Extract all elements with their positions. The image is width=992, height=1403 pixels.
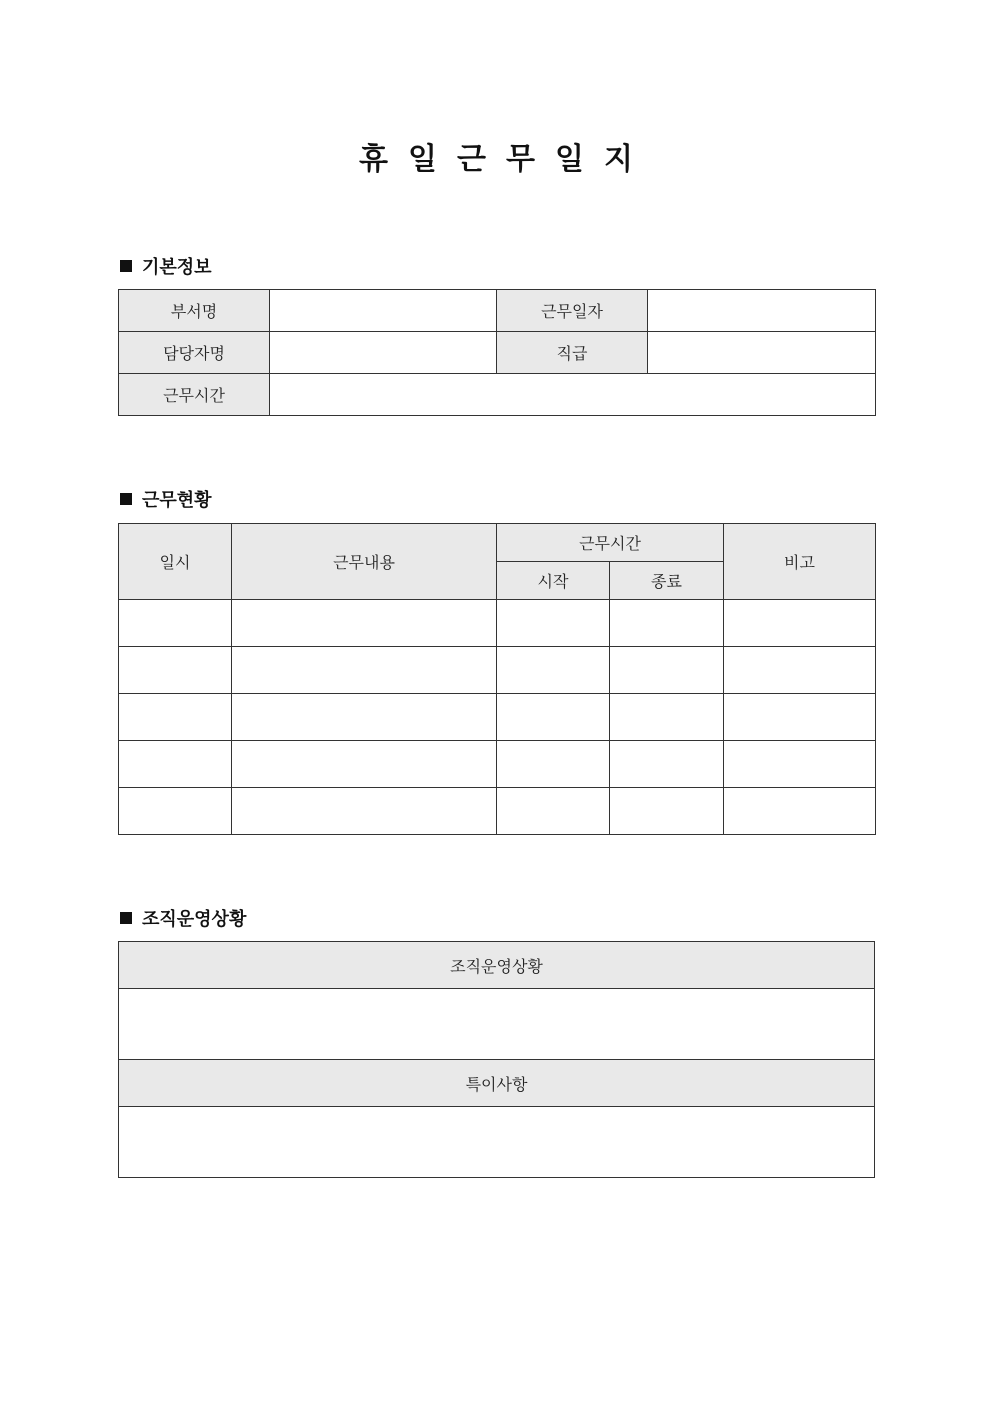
datetime-cell[interactable] [119, 600, 232, 647]
datetime-cell[interactable] [119, 647, 232, 694]
col-start-header: 시작 [497, 562, 610, 600]
datetime-cell[interactable] [119, 788, 232, 835]
end-cell[interactable] [610, 694, 724, 741]
work-date-label: 근무일자 [497, 290, 648, 332]
start-cell[interactable] [497, 741, 610, 788]
page-title: 휴일근무일지 [359, 142, 653, 177]
section-heading-org [120, 905, 246, 931]
col-end-header: 종료 [610, 562, 724, 600]
org-status-field[interactable] [119, 989, 875, 1060]
col-content-header: 근무내용 [232, 524, 497, 600]
rank-label: 직급 [497, 332, 648, 374]
bullet-square-icon [120, 260, 132, 272]
org-status-body-row [119, 989, 875, 1060]
org-status-label: 조직운영상황 [119, 942, 875, 989]
table-row [119, 647, 876, 694]
end-cell[interactable] [610, 741, 724, 788]
basic-row-3 [119, 374, 876, 416]
dept-field[interactable] [270, 290, 497, 332]
bullet-square-icon [120, 493, 132, 505]
special-notes-body-row [119, 1107, 875, 1178]
end-cell[interactable] [610, 647, 724, 694]
content-cell[interactable] [232, 741, 497, 788]
org-status-table [118, 941, 875, 1178]
table-row [119, 788, 876, 835]
basic-row-1 [119, 290, 876, 332]
col-hours-header: 근무시간 [497, 524, 724, 562]
section-heading-org-label: 조직운영상황 [142, 909, 247, 930]
content-cell[interactable] [232, 647, 497, 694]
note-cell[interactable] [724, 788, 876, 835]
col-datetime-header: 일시 [119, 524, 232, 600]
work-hours-label: 근무시간 [119, 374, 270, 416]
table-row [119, 741, 876, 788]
end-cell[interactable] [610, 788, 724, 835]
start-cell[interactable] [497, 788, 610, 835]
table-row [119, 694, 876, 741]
rank-field[interactable] [648, 332, 876, 374]
section-heading-work-label: 근무현황 [142, 490, 212, 511]
col-note-header: 비고 [724, 524, 876, 600]
content-cell[interactable] [232, 694, 497, 741]
manager-field[interactable] [270, 332, 497, 374]
special-notes-label: 특이사항 [119, 1060, 875, 1107]
work-status-table [118, 523, 876, 835]
dept-label: 부서명 [119, 290, 270, 332]
datetime-cell[interactable] [119, 741, 232, 788]
note-cell[interactable] [724, 694, 876, 741]
content-cell[interactable] [232, 600, 497, 647]
manager-label: 담당자명 [119, 332, 270, 374]
start-cell[interactable] [497, 600, 610, 647]
work-hours-field[interactable] [270, 374, 876, 416]
note-cell[interactable] [724, 600, 876, 647]
note-cell[interactable] [724, 741, 876, 788]
table-row [119, 600, 876, 647]
basic-row-2 [119, 332, 876, 374]
org-status-header-row [119, 942, 875, 989]
work-date-field[interactable] [648, 290, 876, 332]
section-heading-basic-label: 기본정보 [142, 257, 212, 278]
content-cell[interactable] [232, 788, 497, 835]
section-heading-basic [120, 253, 212, 279]
section-heading-work [120, 486, 212, 512]
note-cell[interactable] [724, 647, 876, 694]
special-notes-header-row [119, 1060, 875, 1107]
bullet-square-icon [120, 912, 132, 924]
datetime-cell[interactable] [119, 694, 232, 741]
end-cell[interactable] [610, 600, 724, 647]
start-cell[interactable] [497, 694, 610, 741]
special-notes-field[interactable] [119, 1107, 875, 1178]
basic-info-table [118, 289, 876, 416]
work-header-row-1 [119, 524, 876, 562]
start-cell[interactable] [497, 647, 610, 694]
